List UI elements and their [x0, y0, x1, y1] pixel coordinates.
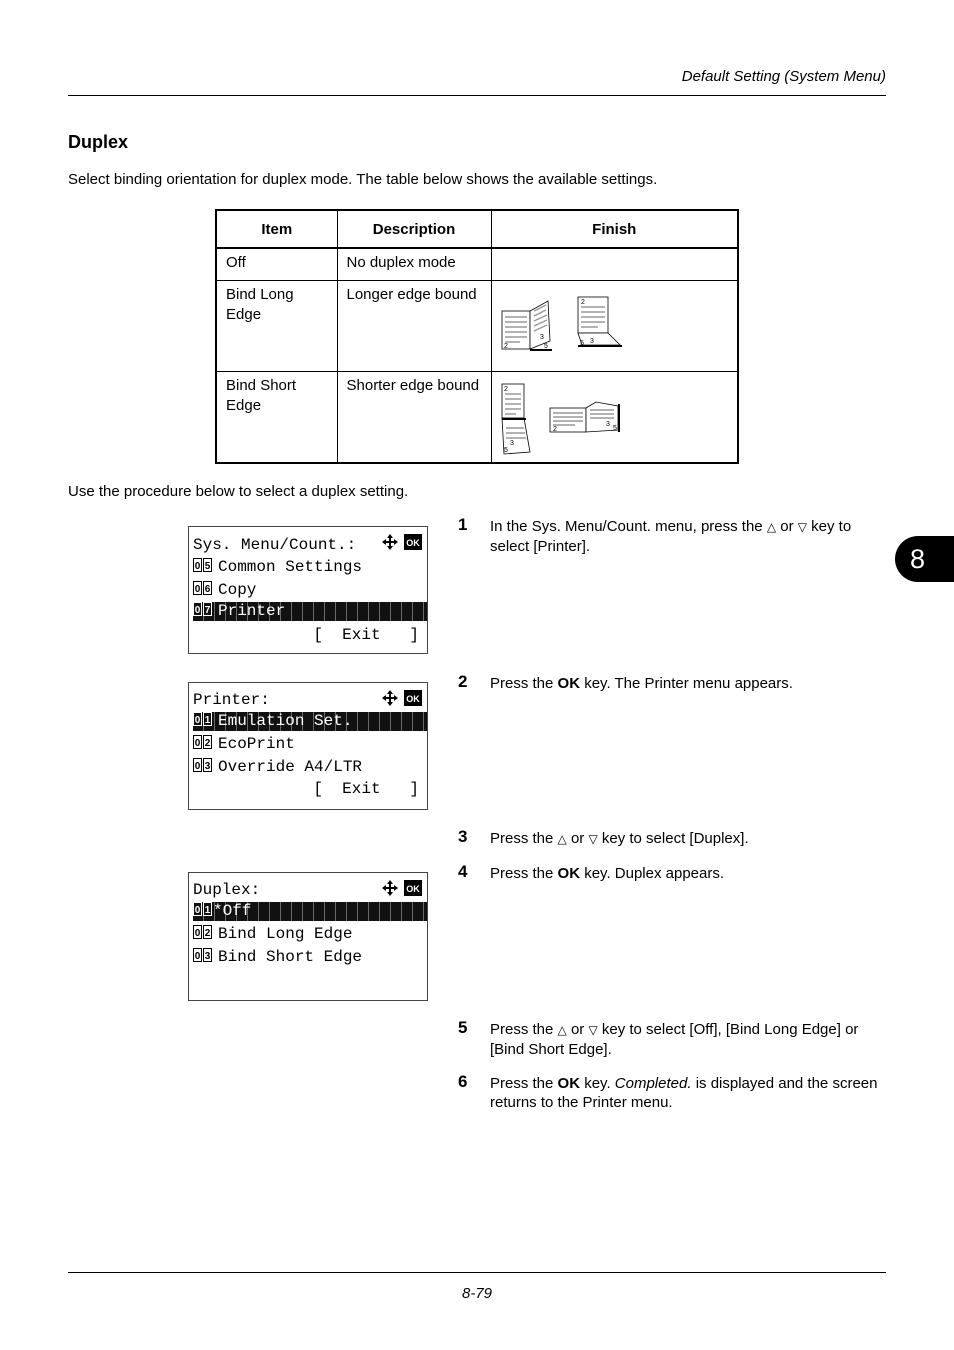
svg-text:3: 3 — [509, 439, 514, 447]
ok-key-icon — [404, 880, 422, 896]
down-triangle-icon: ▽ — [588, 832, 598, 846]
down-triangle-icon: ▽ — [588, 1023, 598, 1037]
svg-text:3: 3 — [204, 761, 211, 772]
lcd-menu-item: 0 2 EcoPrint — [194, 735, 295, 753]
svg-text:3: 3 — [204, 951, 211, 962]
svg-text:2: 2 — [503, 385, 508, 393]
svg-text:1: 1 — [204, 715, 211, 726]
table-cell-item: Off — [216, 248, 337, 280]
svg-text:0: 0 — [194, 738, 201, 749]
short-edge-binding-illustration — [500, 382, 640, 458]
intro-text: Select binding orientation for duplex mode. The table below shows the available settings. — [68, 171, 658, 188]
svg-text:OK: OK — [406, 538, 420, 548]
header-rule — [68, 95, 886, 96]
four-way-arrow-icon — [381, 879, 423, 897]
table-cell-description: No duplex mode — [337, 248, 491, 280]
svg-text:0: 0 — [194, 584, 201, 595]
step-number: 4 — [458, 862, 468, 881]
svg-text:0: 0 — [194, 928, 201, 939]
lcd-title: Sys. Menu/Count.: — [193, 536, 357, 554]
step-text: Press the △ or ▽ key to select [Duplex]. — [490, 830, 749, 847]
lcd-menu-item: 0 3 Override A4/LTR — [194, 758, 363, 776]
lcd-menu-item-selected: 0 1 *Off — [193, 902, 427, 921]
svg-text:5: 5 — [503, 446, 508, 454]
svg-text:2: 2 — [552, 425, 557, 433]
footer-rule — [68, 1272, 886, 1273]
number-key-icon — [193, 581, 212, 595]
svg-text:3: 3 — [539, 333, 544, 341]
number-key-icon — [193, 602, 212, 616]
table-cell-finish — [491, 371, 738, 463]
step-text: Press the OK key. Completed. is displayed and the screen returns to the Printer menu. — [490, 1075, 878, 1111]
svg-text:1: 1 — [204, 905, 211, 916]
lcd-title: Duplex: — [193, 881, 261, 899]
ok-key-icon — [404, 690, 422, 706]
number-key-icon — [193, 925, 212, 939]
chapter-tab: 8 — [895, 536, 954, 582]
four-way-arrow-icon — [381, 533, 423, 551]
table-header: Item — [216, 210, 337, 248]
number-key-icon — [193, 558, 212, 572]
svg-text:OK: OK — [406, 884, 420, 894]
svg-text:5: 5 — [543, 342, 548, 350]
lcd-screen-printer — [188, 682, 428, 810]
svg-text:2: 2 — [580, 298, 585, 306]
lcd-menu-item: 0 3 Bind Short Edge — [194, 948, 363, 966]
step-number: 6 — [458, 1072, 468, 1091]
table-row — [216, 280, 738, 371]
svg-text:0: 0 — [194, 605, 201, 616]
step-text: Press the △ or ▽ key to select [Off], [Bind Long Edge] or [Bind Short Edge]. — [490, 1021, 859, 1058]
svg-text:5: 5 — [579, 339, 584, 347]
settings-table — [215, 209, 739, 464]
table-cell-item: Bind Short Edge — [216, 371, 337, 463]
lcd-exit-label: [ Exit ] — [313, 780, 419, 798]
svg-text:OK: OK — [406, 694, 420, 704]
step-text: Press the OK key. The Printer menu appears. — [490, 675, 793, 692]
step-number: 2 — [458, 672, 468, 691]
svg-text:0: 0 — [194, 715, 201, 726]
table-cell-item: Bind Long Edge — [216, 280, 337, 371]
table-row — [216, 248, 738, 280]
table-cell-finish — [491, 280, 738, 371]
number-key-icon — [193, 948, 212, 962]
number-key-icon — [193, 735, 212, 749]
table-row — [216, 371, 738, 463]
lcd-menu-item: 0 6 Copy — [194, 581, 257, 599]
svg-text:3: 3 — [589, 337, 594, 345]
down-triangle-icon: ▽ — [797, 520, 807, 534]
svg-text:0: 0 — [194, 561, 201, 572]
svg-text:2: 2 — [204, 738, 211, 749]
svg-text:5: 5 — [612, 424, 617, 432]
long-edge-binding-illustration — [500, 295, 640, 365]
lcd-exit-label: [ Exit ] — [313, 626, 419, 644]
procedure-intro: Use the procedure below to select a duplex setting. — [68, 483, 409, 500]
step-number: 3 — [458, 827, 468, 846]
svg-text:5: 5 — [204, 561, 211, 572]
number-key-icon — [193, 758, 212, 772]
lcd-title: Printer: — [193, 691, 270, 709]
step-text: In the Sys. Menu/Count. menu, press the △ or ▽ key to select [Printer]. — [490, 518, 852, 555]
svg-text:2: 2 — [204, 928, 211, 939]
up-triangle-icon: △ — [766, 520, 777, 534]
section-title: Duplex — [68, 132, 129, 152]
header-title: Default Setting (System Menu) — [681, 68, 886, 85]
table-cell-description: Longer edge bound — [337, 280, 491, 371]
step-text: Press the OK key. Duplex appears. — [490, 865, 725, 882]
up-triangle-icon: △ — [557, 832, 567, 846]
svg-text:0: 0 — [194, 951, 201, 962]
lcd-menu-item: 0 5 Common Settings — [194, 558, 363, 576]
lcd-screen-duplex — [188, 872, 428, 1001]
step-number: 1 — [458, 515, 468, 534]
table-header: Finish — [491, 210, 738, 248]
svg-text:2: 2 — [503, 342, 508, 350]
four-way-arrow-icon — [381, 689, 423, 707]
table-header: Description — [337, 210, 491, 248]
page-number: 8-79 — [461, 1285, 493, 1302]
svg-text:0: 0 — [194, 761, 201, 772]
svg-text:0: 0 — [194, 905, 201, 916]
lcd-menu-item-selected: 0 7 Printer — [193, 602, 427, 621]
table-cell-description: Shorter edge bound — [337, 371, 491, 463]
table-header-row — [216, 210, 738, 248]
number-key-icon — [193, 712, 212, 726]
up-triangle-icon: △ — [557, 1023, 567, 1037]
lcd-menu-item-selected: 0 1 Emulation Set. — [193, 712, 427, 731]
svg-text:6: 6 — [204, 584, 211, 595]
step-number: 5 — [458, 1018, 468, 1037]
ok-key-icon — [404, 534, 422, 550]
svg-text:3: 3 — [605, 420, 610, 428]
number-key-icon — [193, 902, 212, 916]
lcd-screen-sys-menu — [188, 526, 428, 654]
lcd-menu-item: 0 2 Bind Long Edge — [194, 925, 353, 943]
table-cell-finish — [491, 248, 738, 280]
svg-text:7: 7 — [204, 605, 211, 616]
